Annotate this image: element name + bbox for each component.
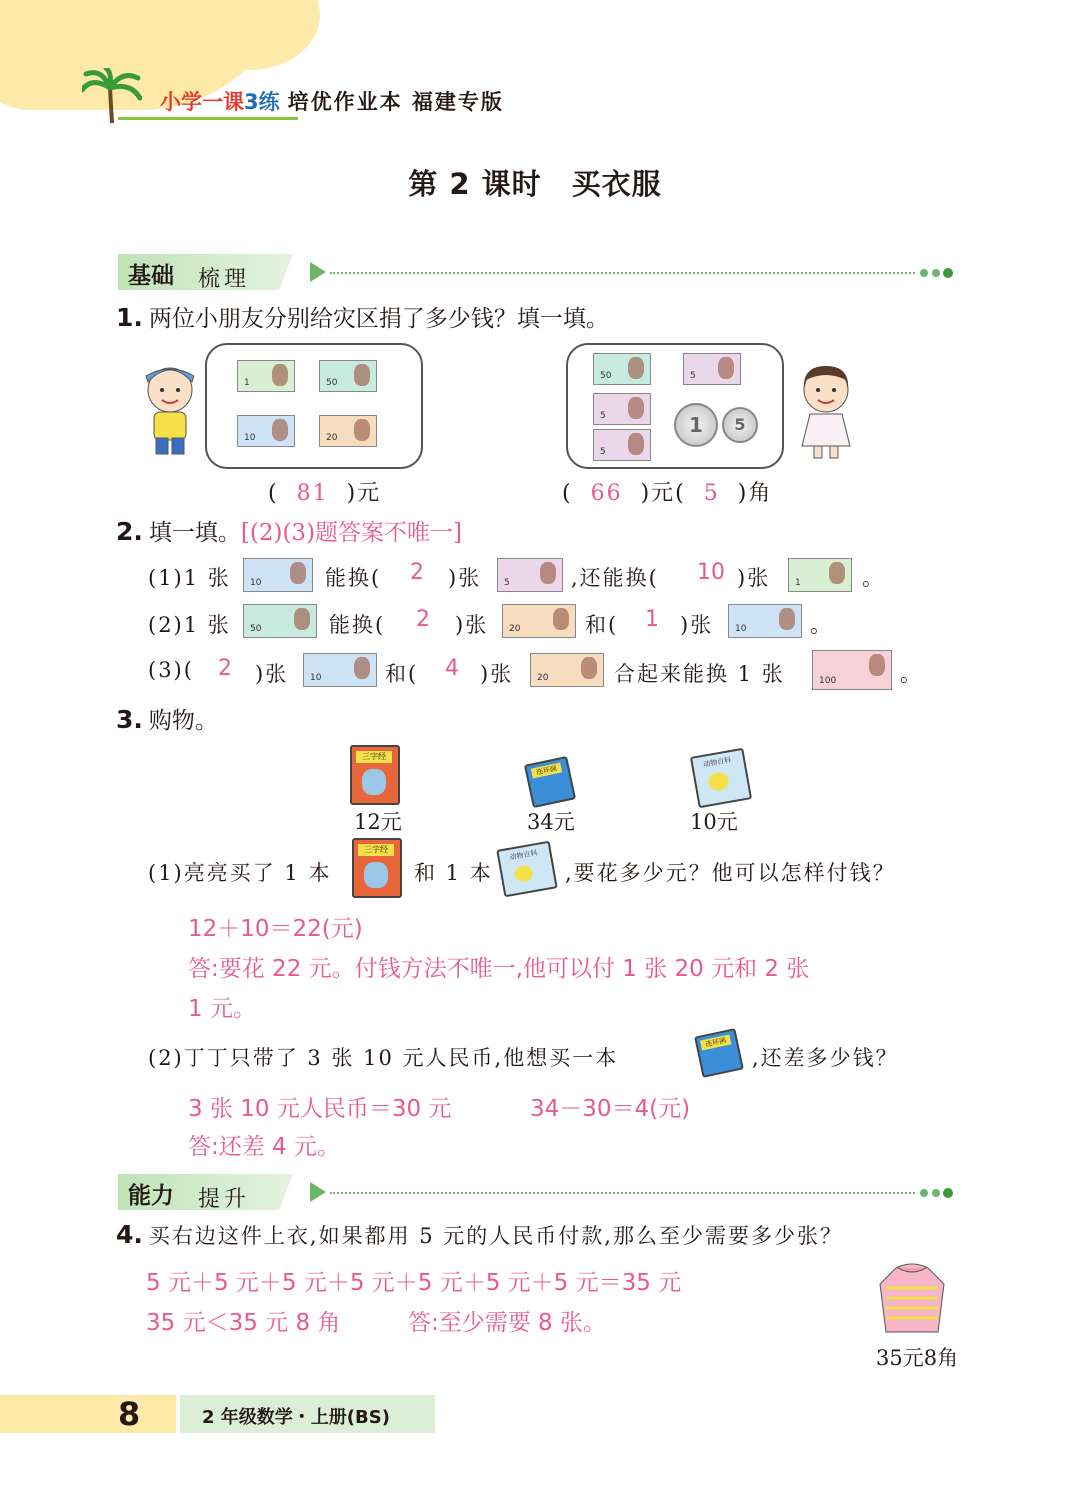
q2-row1-end: 。 (862, 566, 885, 590)
answer-line: 答:还差 4 元。 (188, 1134, 341, 1160)
banknote: 5 (593, 393, 651, 425)
question-number: 4. (116, 1220, 143, 1249)
boy-icon (140, 362, 200, 462)
brand-part1: 小学一课 (160, 90, 244, 114)
dots-end-icon (918, 266, 958, 280)
section-label-light: 提升 (198, 1187, 251, 1212)
q3-part2-pre: (2)丁丁只带了 3 张 10 元人民币,他想买一本 (148, 1046, 619, 1070)
banknote: 20 (502, 604, 576, 638)
answer-line: 答:要花 22 元。付钱方法不唯一,他可以付 1 张 20 元和 2 张 (188, 956, 810, 982)
banknote: 10 (303, 653, 377, 687)
question-text: 填一填。 (148, 520, 241, 546)
book-comic-icon: 连环画 (524, 756, 576, 808)
q1-right-answer: ( 66 )元( 5 )角 (562, 481, 773, 506)
section-label-light: 梳理 (198, 267, 251, 292)
banknote: 5 (683, 353, 741, 385)
answer-blank: 2 (416, 607, 430, 632)
lesson-title: 第 2 课时 买衣服 (408, 167, 662, 201)
banknote: 10 (243, 558, 313, 592)
question-1 (116, 300, 609, 333)
sweater-icon (878, 1262, 946, 1338)
footer-book-info (180, 1395, 435, 1433)
header-underline (118, 117, 298, 120)
q2-row3-end: 。 (900, 662, 923, 686)
banknote: 1 (788, 558, 852, 592)
q2-row3-mid3: )张 (480, 662, 514, 686)
girl-icon (796, 362, 856, 462)
book-info: 2 年级数学・上册(BS) (202, 1407, 390, 1428)
question-number: 2. (116, 517, 143, 546)
dotted-divider (330, 272, 915, 274)
question-3 (116, 702, 218, 735)
q2-row1-mid2: )张 (448, 566, 482, 590)
section-label-bold: 基础 (128, 263, 174, 289)
play-arrow-icon (308, 260, 328, 284)
page-number: 8 (118, 1395, 141, 1433)
brand-part2: 3练 (244, 90, 280, 114)
q2-row2-pre: (2)1 张 (148, 613, 231, 637)
answer-line: 1 元。 (188, 996, 256, 1022)
book-encyclopedia-icon: 动物百科 (496, 841, 558, 898)
banknote: 20 (319, 415, 377, 447)
q2-row3-mid4: 合起来能换 1 张 (614, 662, 785, 686)
answer-line: 34－30＝4(元) (530, 1096, 691, 1122)
banknote: 20 (530, 653, 604, 687)
q2-row2-end: 。 (810, 613, 833, 637)
section-bar-ability (118, 1174, 958, 1210)
question-text: 购物。 (148, 708, 218, 734)
question-2 (116, 514, 462, 547)
coin: 5 (722, 407, 758, 443)
q2-row1-pre: (1)1 张 (148, 566, 231, 590)
q2-row2-mid4: )张 (680, 613, 714, 637)
question-text: 两位小朋友分别给灾区捐了多少钱？填一填。 (148, 306, 609, 332)
dotted-divider (330, 1192, 915, 1194)
book-sanzijing-icon: 三字经 (352, 838, 402, 898)
q2-row2-mid1: 能换( (329, 613, 386, 637)
book-price: 12元 (354, 810, 402, 834)
banknote: 50 (593, 353, 651, 385)
banknote: 5 (497, 558, 563, 592)
answer-blank: 4 (445, 656, 459, 681)
boy-money-panel (205, 343, 423, 469)
q2-row3-pre: (3)( (148, 658, 194, 682)
answer-line: 3 张 10 元人民币＝30 元 (188, 1096, 452, 1122)
q3-part1-post: ,要花多少元？他可以怎样付钱？ (565, 861, 896, 885)
answer-line: 答:至少需要 8 张。 (408, 1310, 607, 1336)
page-number-tab (0, 1395, 176, 1433)
q2-row2-mid3: 和( (585, 613, 619, 637)
banknote: 1 (237, 360, 295, 392)
section-label-bold: 能力 (128, 1183, 174, 1209)
q3-part2-post: ,还差多少钱？ (752, 1046, 899, 1070)
answer-blank: 10 (697, 560, 725, 585)
q2-row1-mid4: )张 (737, 566, 771, 590)
answer-line: 5 元＋5 元＋5 元＋5 元＋5 元＋5 元＋5 元＝35 元 (146, 1270, 682, 1296)
answer-blank: 2 (218, 656, 232, 681)
book-comic-icon: 连环画 (694, 1028, 744, 1078)
book-encyclopedia-icon: 动物百科 (690, 748, 752, 809)
answer-line: 35 元＜35 元 8 角 (146, 1310, 341, 1336)
question-hint: [(2)(3)题答案不唯一] (240, 520, 463, 546)
q2-row3-mid1: )张 (255, 662, 289, 686)
banknote: 50 (319, 360, 377, 392)
answer-value: 81 (296, 481, 329, 506)
q2-row2-mid2: )张 (455, 613, 489, 637)
brand-part3: 培优作业本 福建专版 (287, 89, 504, 114)
answer-value: 5 (703, 481, 720, 506)
play-arrow-icon (308, 1180, 328, 1204)
q1-left-answer: ( 81 )元 (268, 481, 382, 506)
banknote: 50 (243, 604, 317, 638)
q3-part1-pre: (1)亮亮买了 1 本 (148, 861, 332, 885)
question-number: 1. (116, 303, 143, 332)
answer-value: 66 (590, 481, 623, 506)
q2-row3-mid2: 和( (385, 662, 419, 686)
answer-blank: 1 (645, 607, 659, 632)
banknote: 5 (593, 429, 651, 461)
section-bar-basics (118, 254, 958, 290)
question-text: 买右边这件上衣,如果都用 5 元的人民币付款,那么至少需要多少张？ (148, 1224, 843, 1248)
question-4 (116, 1220, 843, 1250)
coin: 1 (674, 403, 718, 447)
answer-blank: 2 (410, 560, 424, 585)
book-price: 34元 (527, 810, 575, 834)
q3-part1-mid: 和 1 本 (414, 861, 493, 885)
banknote: 100 (812, 650, 892, 690)
palm-tree-icon (82, 68, 142, 124)
book-sanzijing-icon: 三字经 (350, 745, 400, 805)
q2-row1-mid3: ,还能换( (571, 566, 659, 590)
question-number: 3. (116, 705, 143, 734)
dots-end-icon (918, 1186, 958, 1200)
banknote: 10 (728, 604, 802, 638)
book-price: 10元 (690, 810, 738, 834)
q2-row1-mid1: 能换( (325, 566, 382, 590)
answer-line: 12＋10＝22(元) (188, 916, 363, 942)
sweater-price: 35元8角 (876, 1346, 959, 1370)
banknote: 10 (237, 415, 295, 447)
brand-title (160, 86, 504, 116)
girl-money-panel (566, 343, 784, 469)
